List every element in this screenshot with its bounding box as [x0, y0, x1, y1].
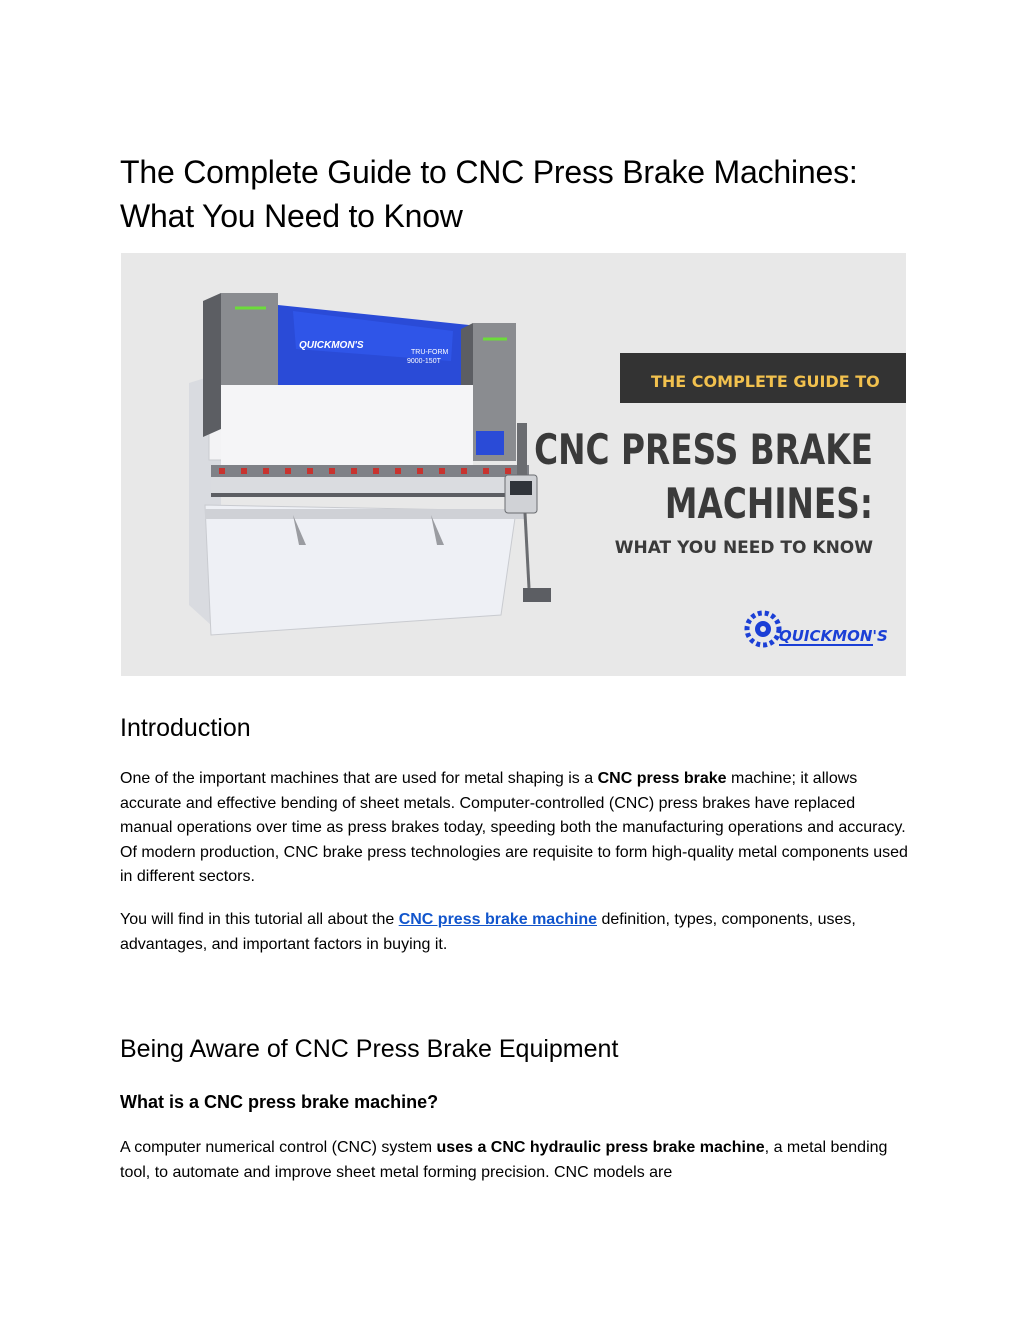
text-span: , a metal bending tool, to automate and improve sheet metal forming precision. CNC models are: [120, 1139, 888, 1181]
text-span: A computer numerical control (CNC) system: [120, 1139, 437, 1156]
page-title-line-1: The Complete Guide to CNC Press Brake Machines:: [120, 154, 858, 190]
introduction-paragraph-1: [120, 767, 910, 890]
brand-logo-text: QUICKMON'S: [779, 627, 888, 645]
machine-brand-label: QUICKMON'S: [299, 340, 364, 351]
hero-headline-line-2: MACHINES:: [664, 478, 873, 529]
hero-headline-line-1: CNC PRESS BRAKE: [534, 424, 873, 475]
text-span: machine; it allows accurate and effective bending of sheet metals. Computer-controlled (CNC) press brakes have replaced manual operations over time as press brakes today, speeding both the manufacturing operations and accuracy. Of modern production, CNC brake press technologies are requisite to form high-quality metal components used in different sectors.: [120, 770, 908, 885]
text-span: You will find in this tutorial all about the: [120, 911, 399, 928]
hero-image: [121, 253, 906, 676]
text-span: definition, types, components, uses, advantages, and important factors in buying it.: [120, 911, 856, 953]
machine-model-line-2: 9000-150T: [407, 358, 441, 365]
cnc-press-brake-machine-link[interactable]: CNC press brake machine: [398, 911, 597, 928]
hero-banner-label: THE COMPLETE GUIDE TO: [651, 372, 880, 391]
page-title-line-2: What You Need to Know: [120, 198, 463, 234]
equipment-subheading: What is a CNC press brake machine?: [120, 1092, 439, 1112]
equipment-paragraph-1: [120, 1136, 910, 1185]
text-span: One of the important machines that are used for metal shaping is a: [120, 770, 598, 787]
bold-term: uses a CNC hydraulic press brake machine: [436, 1139, 765, 1156]
page-title: [120, 150, 920, 238]
introduction-heading: Introduction: [120, 714, 251, 742]
hero-subheadline: WHAT YOU NEED TO KNOW: [614, 538, 873, 558]
machine-model-line-1: TRU-FORM: [411, 349, 449, 356]
equipment-heading: Being Aware of CNC Press Brake Equipment: [120, 1035, 619, 1063]
introduction-paragraph-2: [120, 908, 910, 957]
bold-term: CNC press brake: [597, 770, 727, 787]
